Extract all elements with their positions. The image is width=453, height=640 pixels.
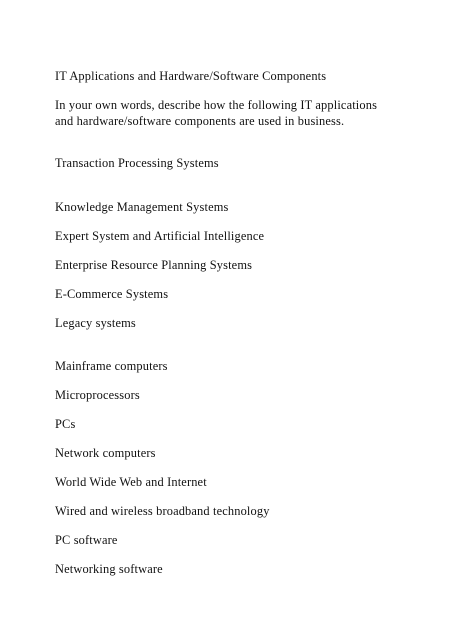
list-item-network-computers: Network computers: [55, 446, 156, 460]
list-item-networking-software: Networking software: [55, 562, 163, 576]
list-item-microprocessors: Microprocessors: [55, 388, 140, 402]
list-item-mainframe: Mainframe computers: [55, 359, 168, 373]
list-item-pcs: PCs: [55, 417, 76, 431]
instructions-line-1: In your own words, describe how the following IT applications: [55, 98, 378, 112]
instructions-line-2: and hardware/software components are used in business.: [55, 114, 345, 128]
list-item-broadband: Wired and wireless broadband technology: [55, 504, 270, 518]
list-item-legacy: Legacy systems: [55, 316, 136, 330]
list-item-erp: Enterprise Resource Planning Systems: [55, 258, 253, 272]
list-item-transaction-processing: Transaction Processing Systems: [55, 156, 219, 170]
list-item-www-internet: World Wide Web and Internet: [55, 475, 207, 489]
list-item-pc-software: PC software: [55, 533, 118, 547]
list-item-expert-system: Expert System and Artificial Intelligence: [55, 229, 265, 243]
list-item-ecommerce: E-Commerce Systems: [55, 287, 169, 301]
document-title: IT Applications and Hardware/Software Components: [55, 69, 327, 83]
list-item-knowledge-management: Knowledge Management Systems: [55, 200, 229, 214]
